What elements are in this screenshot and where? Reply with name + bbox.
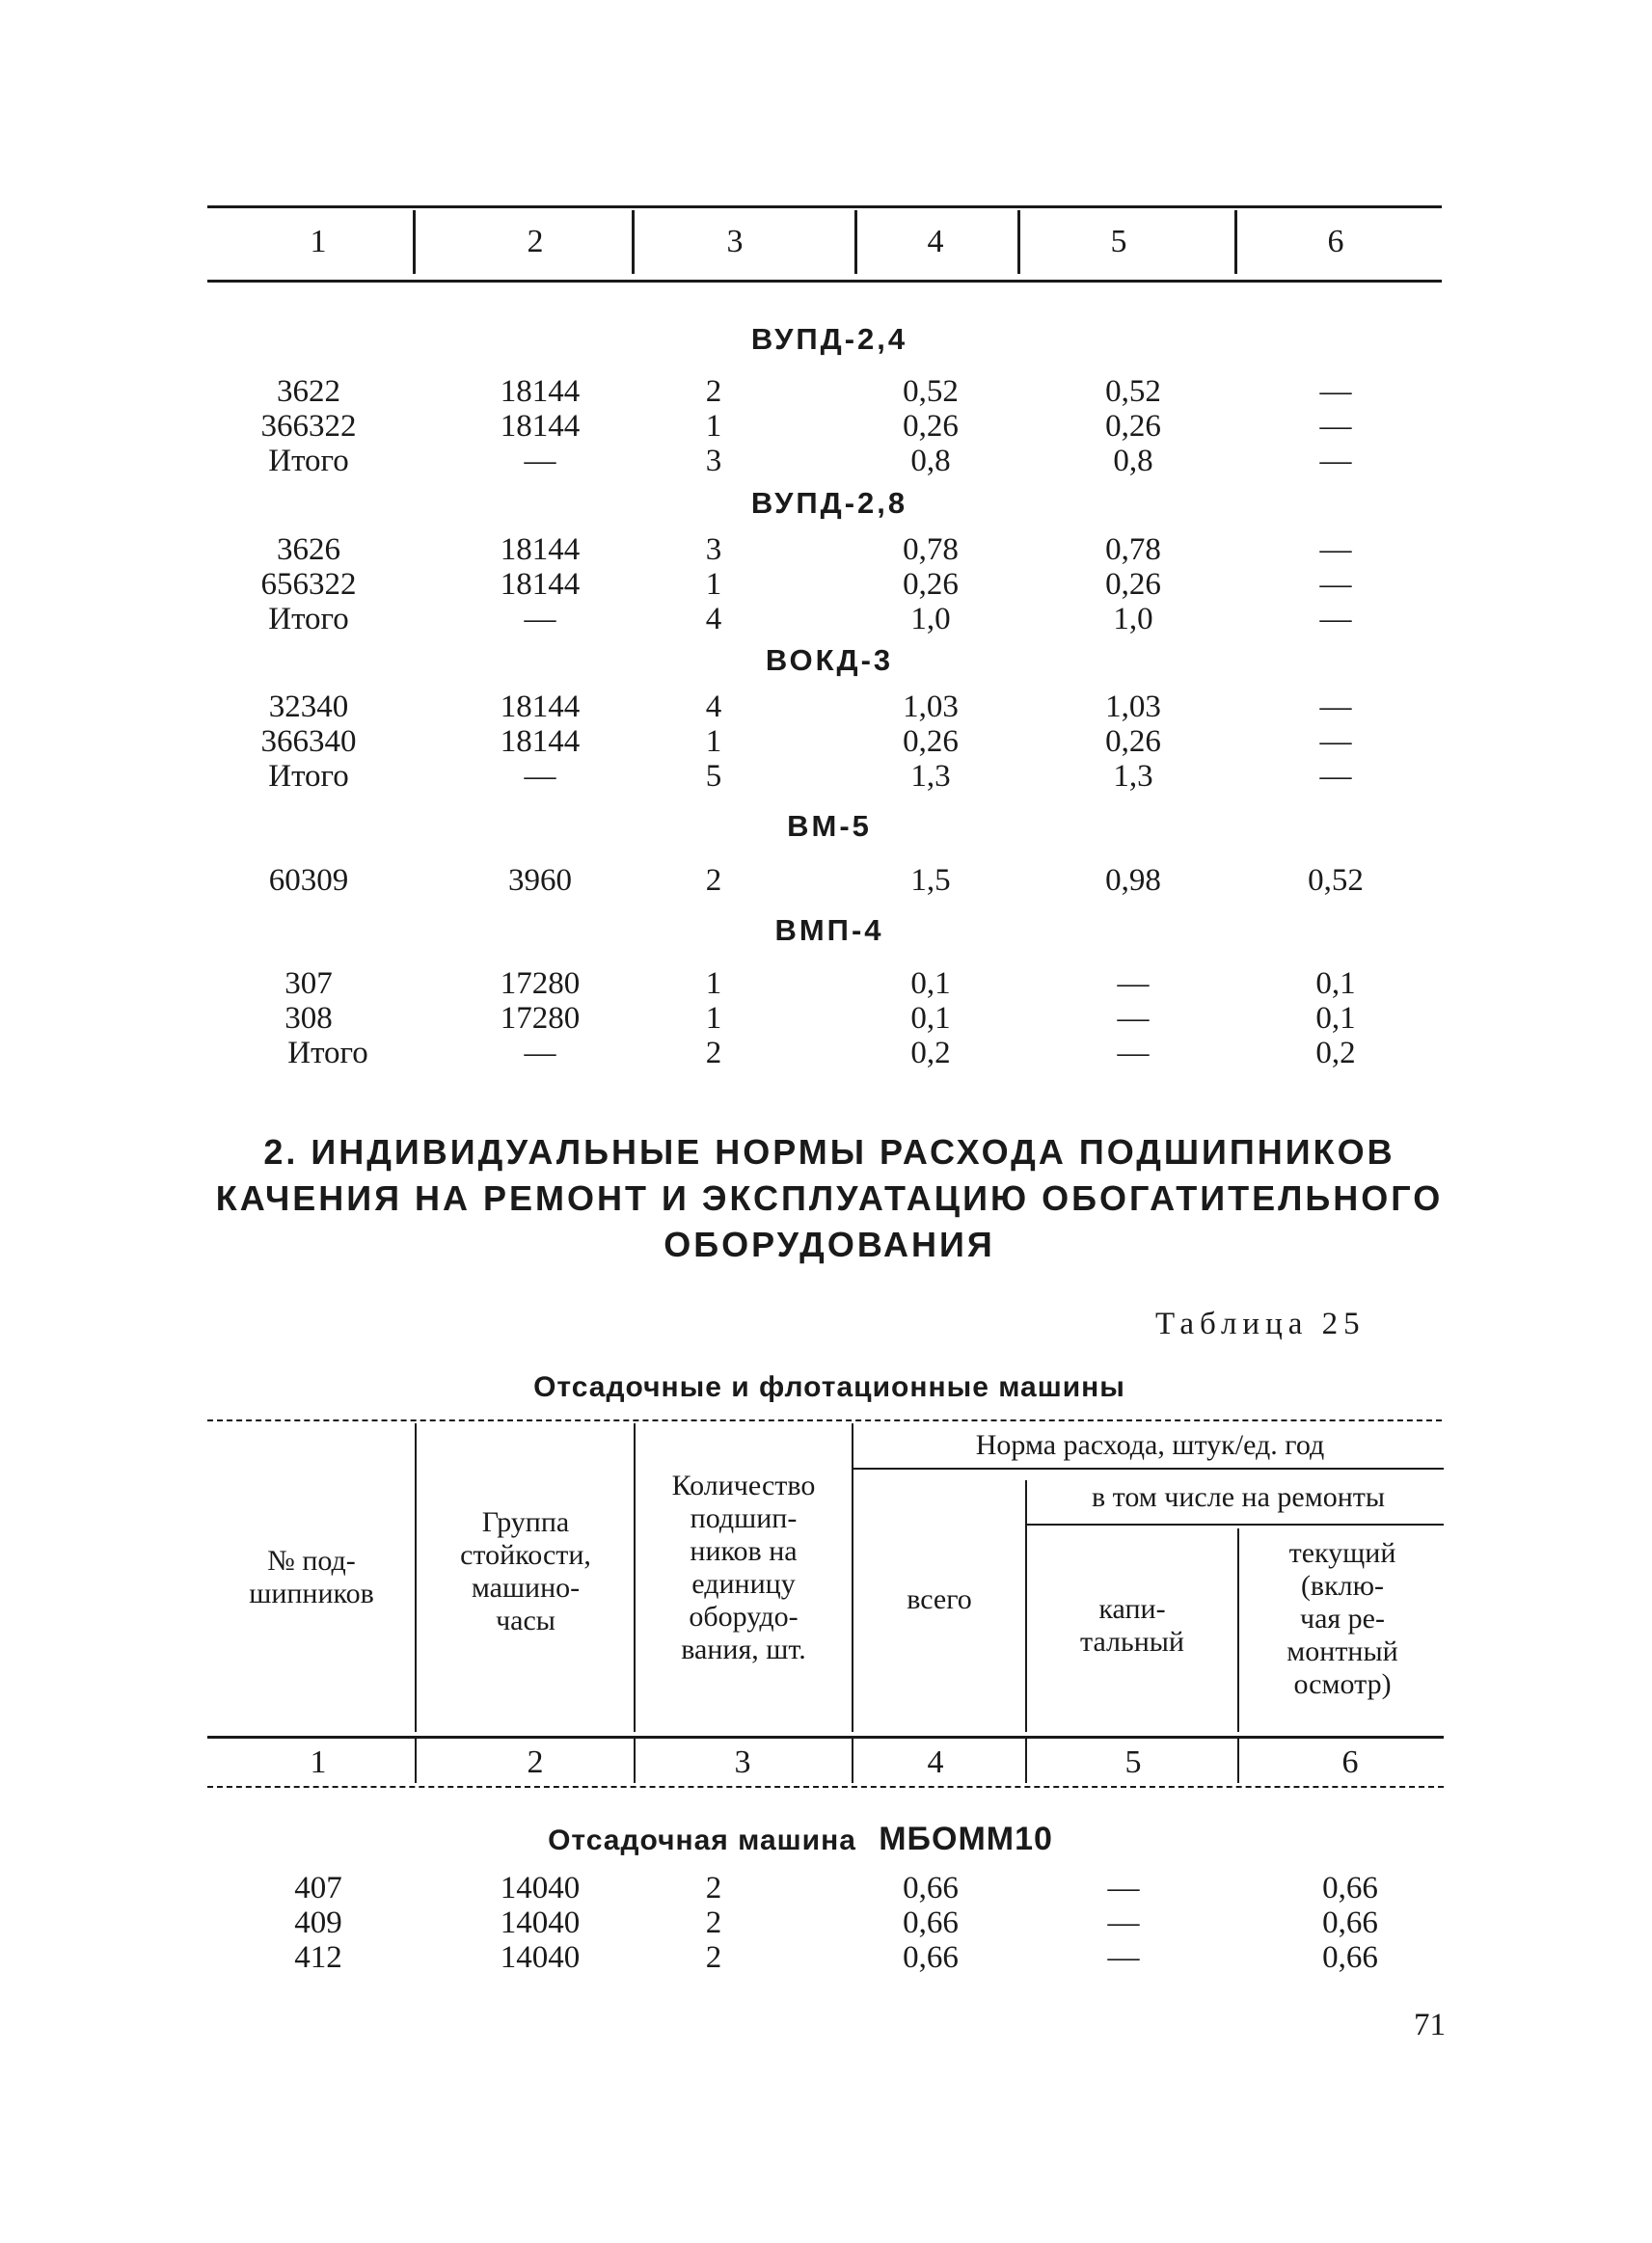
group-heading: ВМ-5: [787, 809, 872, 843]
table25-col-divider: [852, 1423, 853, 1732]
cell: 0,78: [1105, 532, 1161, 567]
header-durability-group: Группа стойкости, машино- часы: [460, 1506, 591, 1636]
cell: 1: [705, 966, 722, 1001]
cell: 0,8: [1113, 444, 1153, 478]
header-bearing-number: № под- шипников: [249, 1545, 374, 1609]
cell: 0,1: [1315, 966, 1356, 1001]
cell: 307: [284, 966, 333, 1001]
top-table-col-divider: [632, 210, 635, 274]
cell: Итого: [287, 1036, 368, 1070]
cell: 0,1: [910, 966, 951, 1001]
cell: 412: [294, 1940, 342, 1975]
cell: 1,03: [903, 689, 959, 724]
cell: 18144: [500, 374, 581, 409]
cell: 1,0: [1113, 602, 1153, 636]
table-subtitle: Отсадочные и флотационные машины: [533, 1371, 1125, 1403]
column-number: 1: [310, 224, 327, 259]
cell: 0,26: [1105, 567, 1161, 602]
cell: 2: [705, 863, 722, 898]
cell: —: [1107, 1871, 1140, 1905]
column-number: 4: [927, 224, 944, 259]
cell: 0,1: [910, 1001, 951, 1036]
cell: 3: [705, 532, 722, 567]
cell: 0,26: [903, 724, 959, 759]
page-number: 71: [1414, 2008, 1446, 2042]
cell: 1,3: [910, 759, 951, 794]
cell: 0,26: [903, 409, 959, 444]
cell: 2: [705, 1871, 722, 1905]
cell: 0,8: [910, 444, 951, 478]
cell: —: [1319, 532, 1352, 567]
cell: —: [524, 444, 556, 478]
cell: 2: [705, 1905, 722, 1940]
top-table-col-divider: [413, 210, 416, 274]
cell: 0,52: [1308, 863, 1364, 898]
cell: Итого: [268, 444, 349, 478]
cell: 3960: [508, 863, 572, 898]
cell: 1: [705, 1001, 722, 1036]
cell: 0,66: [903, 1871, 959, 1905]
cell: 0,52: [1105, 374, 1161, 409]
cell: 1: [705, 409, 722, 444]
header-total: всего: [907, 1583, 972, 1615]
cell: 0,66: [903, 1905, 959, 1940]
cell: 0,66: [903, 1940, 959, 1975]
cell: 2: [705, 1940, 722, 1975]
cell: —: [1107, 1905, 1140, 1940]
cell: —: [1319, 444, 1352, 478]
table25-rule-header: [207, 1736, 1444, 1739]
table25-col-divider: [1237, 1528, 1239, 1732]
cell: 0,2: [1315, 1036, 1356, 1070]
group-heading: ВУПД-2,4: [750, 322, 908, 356]
cell: —: [1319, 759, 1352, 794]
cell: —: [1319, 567, 1352, 602]
cell: 5: [705, 759, 722, 794]
column-number: 5: [1124, 1744, 1142, 1780]
table25-col-divider: [1025, 1480, 1027, 1732]
cell: 409: [294, 1905, 342, 1940]
cell: 0,2: [910, 1036, 951, 1070]
top-table-rule-top: [207, 205, 1442, 208]
column-number: 3: [726, 224, 744, 259]
cell: 0,26: [903, 567, 959, 602]
cell: 14040: [500, 1940, 581, 1975]
table25-col-divider: [634, 1423, 636, 1732]
table25-col-divider: [634, 1739, 636, 1783]
cell: 1: [705, 567, 722, 602]
cell: 308: [284, 1001, 333, 1036]
group-label: Отсадочная машина: [548, 1824, 856, 1856]
top-table-col-divider: [1017, 210, 1020, 274]
cell: 1,03: [1105, 689, 1161, 724]
cell: 0,78: [903, 532, 959, 567]
column-number: 6: [1341, 1744, 1359, 1780]
column-number: 2: [527, 1744, 544, 1780]
column-number: 2: [527, 224, 544, 259]
header-including: в том числе на ремонты: [1091, 1481, 1386, 1513]
cell: 656322: [260, 567, 357, 602]
cell: 18144: [500, 724, 581, 759]
cell: —: [1319, 689, 1352, 724]
cell: 14040: [500, 1871, 581, 1905]
cell: 0,26: [1105, 724, 1161, 759]
cell: 407: [294, 1871, 342, 1905]
cell: 18144: [500, 567, 581, 602]
cell: 60309: [268, 863, 349, 898]
cell: —: [1117, 966, 1150, 1001]
cell: 4: [705, 689, 722, 724]
table25-col-divider: [1025, 1739, 1027, 1783]
cell: 14040: [500, 1905, 581, 1940]
cell: 18144: [500, 689, 581, 724]
top-table-rule-bottom: [207, 280, 1442, 283]
cell: —: [1117, 1036, 1150, 1070]
cell: 4: [705, 602, 722, 636]
cell: —: [1319, 602, 1352, 636]
cell: —: [524, 759, 556, 794]
column-number: 3: [734, 1744, 751, 1780]
table25-col-divider: [415, 1739, 417, 1783]
cell: 17280: [500, 966, 581, 1001]
cell: 3622: [277, 374, 340, 409]
cell: 32340: [268, 689, 349, 724]
cell: —: [1107, 1940, 1140, 1975]
cell: 1,3: [1113, 759, 1153, 794]
section-title-line: ОБОРУДОВАНИЯ: [664, 1225, 995, 1264]
cell: 0,66: [1322, 1871, 1378, 1905]
section-title-line: 2. ИНДИВИДУАЛЬНЫЕ НОРМЫ РАСХОДА ПОДШИПНИКОВ: [263, 1132, 1395, 1172]
cell: Итого: [268, 759, 349, 794]
cell: —: [524, 1036, 556, 1070]
cell: 0,52: [903, 374, 959, 409]
cell: 18144: [500, 409, 581, 444]
cell: —: [1319, 374, 1352, 409]
column-number: 6: [1327, 224, 1344, 259]
cell: 1: [705, 724, 722, 759]
cell: —: [1319, 409, 1352, 444]
column-number: 5: [1110, 224, 1127, 259]
table25-col-divider: [415, 1423, 417, 1732]
cell: 1,0: [910, 602, 951, 636]
cell: 0,26: [1105, 409, 1161, 444]
cell: 18144: [500, 532, 581, 567]
section-title-line: КАЧЕНИЯ НА РЕМОНТ И ЭКСПЛУАТАЦИЮ ОБОГАТИТЕЛЬНОГО: [215, 1178, 1444, 1218]
group-model: МБОММ10: [879, 1821, 1053, 1857]
table-caption: Таблица 25: [1155, 1307, 1366, 1341]
table25-incl-rule: [1027, 1524, 1444, 1526]
cell: 2: [705, 374, 722, 409]
header-bearing-quantity: Количество подшип- ников на единицу оборудо- вания, шт.: [671, 1470, 816, 1665]
group-heading: [540, 1821, 1061, 1858]
group-heading: ВОКД-3: [765, 643, 894, 677]
header-capital: капи- тальный: [1080, 1593, 1184, 1658]
cell: 3626: [277, 532, 340, 567]
cell: —: [1117, 1001, 1150, 1036]
cell: 0,66: [1322, 1940, 1378, 1975]
cell: 0,1: [1315, 1001, 1356, 1036]
cell: —: [1319, 724, 1352, 759]
cell: 1,5: [910, 863, 951, 898]
cell: 0,98: [1105, 863, 1161, 898]
table25-rule-top: [207, 1419, 1442, 1421]
table25-col-divider: [1237, 1739, 1239, 1783]
cell: 17280: [500, 1001, 581, 1036]
top-table-col-divider: [854, 210, 857, 274]
header-current: текущий (вклю- чая ре- монтный осмотр): [1286, 1537, 1398, 1700]
table25-rule-colnums: [207, 1786, 1444, 1788]
group-heading: ВМП-4: [774, 913, 884, 947]
cell: 0,66: [1322, 1905, 1378, 1940]
cell: 366340: [260, 724, 357, 759]
cell: —: [524, 602, 556, 636]
cell: 2: [705, 1036, 722, 1070]
column-number: 4: [927, 1744, 944, 1780]
cell: Итого: [268, 602, 349, 636]
column-number: 1: [310, 1744, 327, 1780]
header-norm: Норма расхода, штук/ед. год: [975, 1429, 1325, 1461]
table25-col-divider: [852, 1739, 853, 1783]
table25-norm-rule: [853, 1468, 1444, 1470]
cell: 366322: [260, 409, 357, 444]
top-table-col-divider: [1234, 210, 1237, 274]
group-heading: ВУПД-2,8: [750, 486, 908, 520]
cell: 3: [705, 444, 722, 478]
